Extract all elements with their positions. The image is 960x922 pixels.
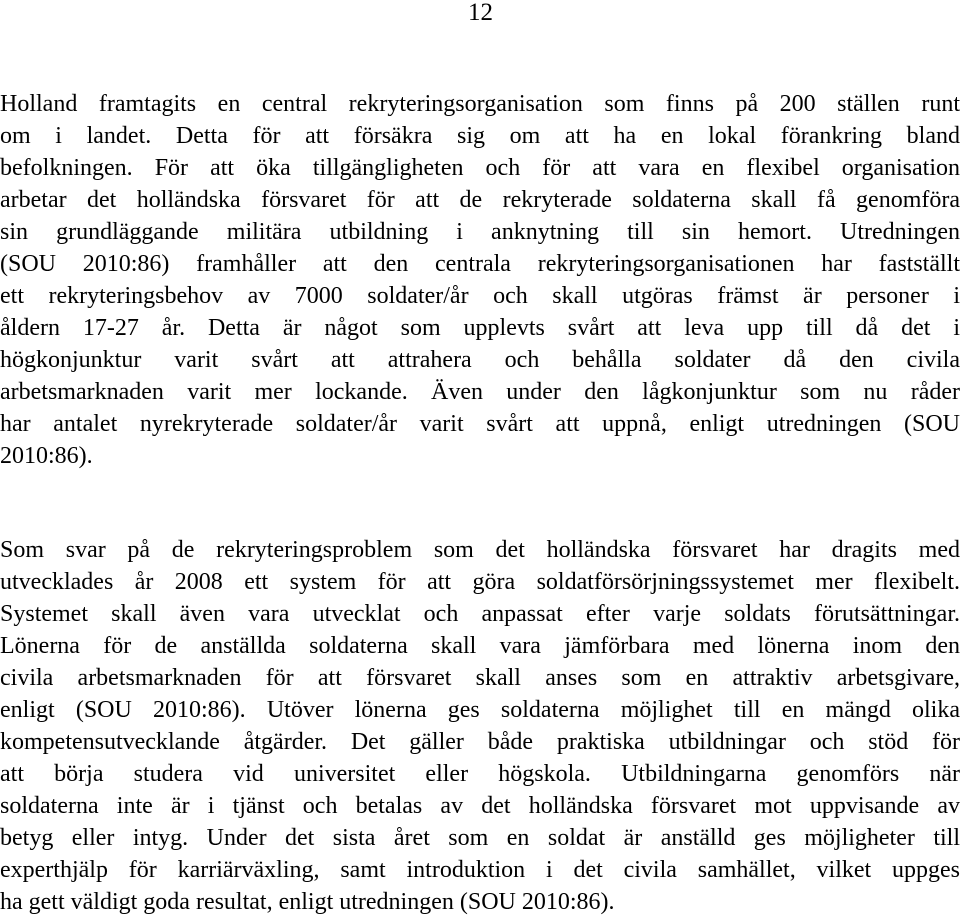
text-line: arbetar det holländska försvaret för att de rekryterade soldaterna skall få genomföra	[0, 187, 960, 213]
text-line: högkonjunktur varit svårt att attrahera och behålla soldater då den civila	[0, 347, 960, 373]
text-line: utvecklades år 2008 ett system för att göra soldatförsörjningssystemet mer flexibelt.	[0, 569, 960, 595]
text-line: kompetensutvecklande åtgärder. Det gäller både praktiska utbildningar och stöd för	[0, 729, 960, 755]
text-line: (SOU 2010:86) framhåller att den centrala rekryteringsorganisationen har fastställt	[0, 251, 960, 277]
text-line: arbetsmarknaden varit mer lockande. Även under den lågkonjunktur som nu råder	[0, 379, 960, 405]
text-line: befolkningen. För att öka tillgängligheten och för att vara en flexibel organisation	[0, 155, 960, 181]
paragraph-2	[0, 534, 960, 918]
paragraph-1	[0, 88, 960, 472]
text-line: Lönerna för de anställda soldaterna skall vara jämförbara med lönerna inom den	[0, 633, 960, 659]
text-line: 2010:86).	[0, 443, 93, 469]
text-line: enligt (SOU 2010:86). Utöver lönerna ges soldaterna möjlighet till en mängd olika	[0, 697, 960, 723]
text-line: att börja studera vid universitet eller högskola. Utbildningarna genomförs när	[0, 761, 960, 787]
text-line: Holland framtagits en central rekryteringsorganisation som finns på 200 ställen runt	[0, 91, 960, 117]
text-line: Som svar på de rekryteringsproblem som det holländska försvaret har dragits med	[0, 537, 960, 563]
text-line: ett rekryteringsbehov av 7000 soldater/år och skall utgöras främst är personer i	[0, 283, 960, 309]
text-line: har antalet nyrekryterade soldater/år varit svårt att uppnå, enligt utredningen (SOU	[0, 411, 960, 437]
text-line: experthjälp för karriärväxling, samt introduktion i det civila samhället, vilket uppges	[0, 857, 960, 883]
text-line: ha gett väldigt goda resultat, enligt utredningen (SOU 2010:86).	[0, 889, 615, 915]
text-line: sin grundläggande militära utbildning i anknytning till sin hemort. Utredningen	[0, 219, 960, 245]
text-line: soldaterna inte är i tjänst och betalas av det holländska försvaret mot uppvisande av	[0, 793, 960, 819]
text-line: civila arbetsmarknaden för att försvaret skall anses som en attraktiv arbetsgivare,	[0, 665, 960, 691]
text-line: om i landet. Detta för att försäkra sig om att ha en lokal förankring bland	[0, 123, 960, 149]
page-number: 12	[468, 0, 493, 26]
text-line: betyg eller intyg. Under det sista året som en soldat är anställd ges möjligheter till	[0, 825, 960, 851]
text-line: åldern 17-27 år. Detta är något som upplevts svårt att leva upp till då det i	[0, 315, 960, 341]
text-line: Systemet skall även vara utvecklat och anpassat efter varje soldats förutsättningar.	[0, 601, 960, 627]
